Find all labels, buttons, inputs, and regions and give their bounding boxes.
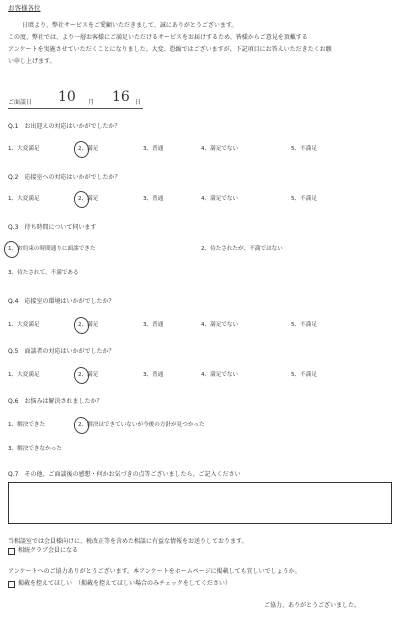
q1-selection-circle <box>72 140 90 160</box>
q1-option-3[interactable]: 3、普通 <box>143 146 164 152</box>
visit-month-value[interactable]: 10 <box>58 89 76 105</box>
q5-option-5[interactable]: 5、不満足 <box>291 372 317 378</box>
intro-line-3: アンケートを実施させていただくことになりました。大変、恐縮ではございますが、下記項目にお答えいただきたくお願 <box>8 46 332 53</box>
club-text: 当相談室では会員様向けに、税改正等を含めた相談に有益な情報をお送りしております。 <box>8 538 248 545</box>
q6-option-3[interactable]: 3、解決できなかった <box>8 446 62 452</box>
q4-option-5[interactable]: 5、不満足 <box>291 322 317 328</box>
q2-option-2[interactable]: 2、満足 <box>78 196 99 202</box>
visit-month-unit: 月 <box>88 99 95 106</box>
q5-option-4[interactable]: 4、満足でない <box>201 372 239 378</box>
q1-question: Q.1 お出迎えの対応はいかがでしたか？ <box>8 123 121 130</box>
intro-line-2: この度、弊社では、より一層お客様にご満足いただけるサービスをお届けするため、皆様からご意見を頂戴する <box>8 34 308 41</box>
visit-day-unit: 日 <box>135 99 142 106</box>
q6-question: Q.6 お悩みは解決されましたか？ <box>8 398 103 405</box>
q2-selection-circle <box>72 190 90 210</box>
q1-option-5[interactable]: 5、不満足 <box>291 146 317 152</box>
q6-option-1[interactable]: 1、解決できた <box>8 422 46 428</box>
publish-text: アンケートへのご協力ありがとうございます。本アンケートをホームページに掲載しても宜しいでしょうか。 <box>8 568 301 575</box>
q5-selection-circle <box>72 366 90 386</box>
q3-option-3[interactable]: 3、待たされて、不満である <box>8 270 79 276</box>
q4-selection-circle <box>72 316 90 336</box>
q4-question: Q.4 応接室の環境はいかがでしたか？ <box>8 298 115 305</box>
visit-date-label: ご面談日 <box>8 99 33 106</box>
q4-option-4[interactable]: 4、満足でない <box>201 322 239 328</box>
q3-selection-circle <box>2 240 20 260</box>
publish-checkbox[interactable] <box>8 581 15 588</box>
q5-option-3[interactable]: 3、普通 <box>143 372 164 378</box>
q5-question: Q.5 面談者の対応はいかがでしたか？ <box>8 348 115 355</box>
q3-option-2[interactable]: 2、待たされたが、不満ではない <box>201 246 283 252</box>
closing-text: ご協力、ありがとうございました。 <box>264 602 361 609</box>
q7-answer-box[interactable] <box>8 482 392 524</box>
q2-question: Q.2 応接室への対応はいかがでしたか？ <box>8 174 121 181</box>
q3-option-1[interactable]: 1、お約束の時間通りに面談できた <box>8 246 96 252</box>
q4-option-1[interactable]: 1、大変満足 <box>8 322 40 328</box>
club-checkbox-label: 相続クラブ会員になる <box>18 547 79 554</box>
q5-option-2[interactable]: 2、満足 <box>78 372 99 378</box>
q1-option-4[interactable]: 4、満足でない <box>201 146 239 152</box>
q4-option-3[interactable]: 3、普通 <box>143 322 164 328</box>
q2-option-3[interactable]: 3、普通 <box>143 196 164 202</box>
q7-question: Q.7 その他、ご面談後の感想・何かお気づきの点等ございましたら、ご記入ください <box>8 471 241 478</box>
page-title: お客様各位 <box>8 4 41 12</box>
publish-checkbox-label: 掲載を控えてほしい （掲載を控えてほしい場合のみチェックをしてください） <box>18 580 231 587</box>
q3-question: Q.3 待ち時間について伺います <box>8 224 97 231</box>
q4-option-2[interactable]: 2、満足 <box>78 322 99 328</box>
q1-option-2[interactable]: 2、満足 <box>78 146 99 152</box>
club-checkbox[interactable] <box>8 548 15 555</box>
q1-option-1[interactable]: 1、大変満足 <box>8 146 40 152</box>
intro-line-1: 日頃より、弊社サービスをご愛顧いただきまして、誠にありがとうございます。 <box>22 22 238 29</box>
intro-line-4: い申し上げます。 <box>8 58 56 65</box>
q2-option-5[interactable]: 5、不満足 <box>291 196 317 202</box>
q2-option-4[interactable]: 4、満足でない <box>201 196 239 202</box>
q2-option-1[interactable]: 1、大変満足 <box>8 196 40 202</box>
q6-option-2[interactable]: 2、解決はできていないが今後の方針が見つかった <box>78 422 205 428</box>
visit-day-value[interactable]: 16 <box>112 89 130 105</box>
q6-selection-circle <box>72 416 90 436</box>
q5-option-1[interactable]: 1、大変満足 <box>8 372 40 378</box>
visit-date-underline <box>8 108 143 109</box>
